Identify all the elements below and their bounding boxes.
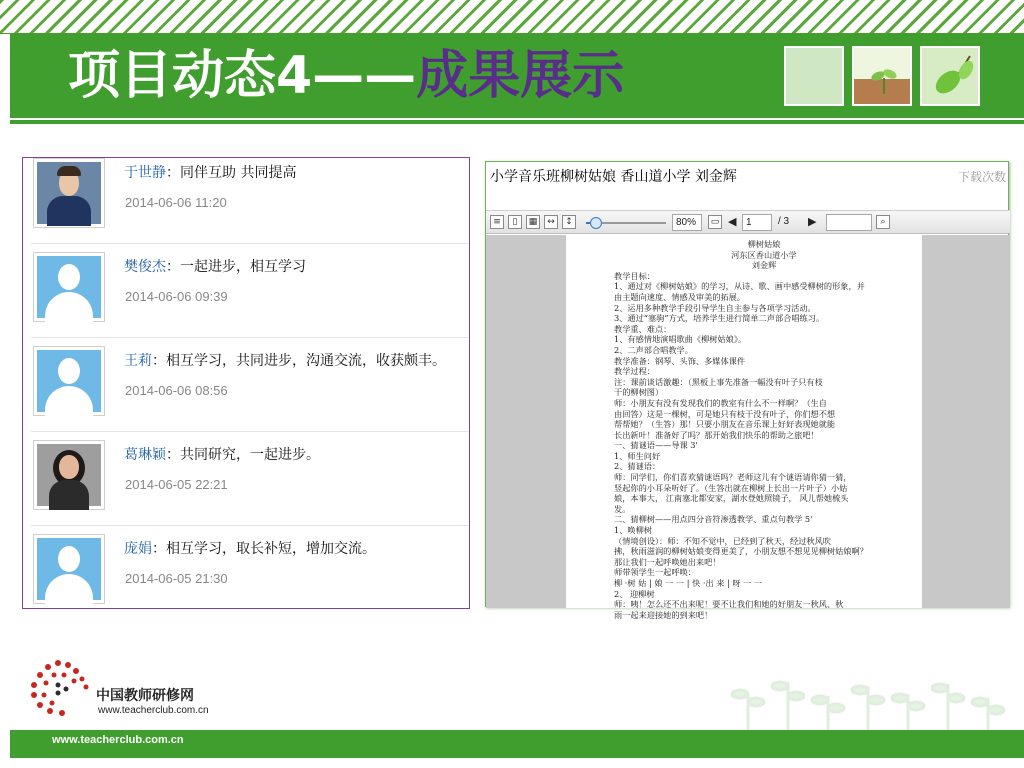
- comment-text: 王莉：相互学习，共同进步，沟通交流，收获颇丰。: [124, 353, 446, 369]
- fit-width-icon[interactable]: ↔: [544, 215, 558, 229]
- logo-url: www.teacherclub.com.cn: [98, 705, 209, 716]
- fullscreen-icon[interactable]: ▭: [708, 215, 722, 229]
- fit-height-icon[interactable]: ↕: [562, 215, 576, 229]
- document-title: 小学音乐班柳树姑娘 香山道小学 刘金辉: [490, 169, 737, 185]
- comment-date: 2014-06-06 08:56: [125, 383, 228, 398]
- document-line: 教学准备：钢琴、头饰、多媒体课件: [614, 355, 746, 366]
- document-line: 师：咦！怎么还不出来呢！要不让我们和她的好朋友一秋风、秋: [614, 599, 844, 610]
- logo-mark-icon: [24, 655, 94, 719]
- comment-date: 2014-06-06 09:39: [125, 289, 228, 304]
- document-heading: 柳树姑娘: [747, 239, 781, 249]
- comment-text: 庞娟：相互学习，取长补短，增加交流。: [124, 541, 376, 557]
- avatar[interactable]: [33, 346, 105, 416]
- comment-date: 2014-06-05 22:21: [125, 477, 228, 492]
- comment-date: 2014-06-05 21:30: [125, 571, 228, 586]
- plant-decoration: [728, 672, 1008, 734]
- comment-date: 2014-06-06 11:20: [125, 195, 227, 210]
- comment-author[interactable]: 樊俊杰: [124, 259, 166, 275]
- document-line: 发。: [614, 503, 631, 514]
- sprout-image: [852, 46, 912, 106]
- slide-title-part1: 项目动态4——: [68, 46, 417, 106]
- comment-text: 于世静：同伴互助 共同提高: [124, 165, 297, 181]
- search-input[interactable]: [826, 214, 872, 231]
- comment-item: [31, 252, 469, 338]
- document-line: 长出新叶！准备好了吗？那开始我们快乐的帮助之旅吧！: [614, 429, 819, 440]
- slide-title-part2: 成果展示: [416, 46, 625, 106]
- document-line: 二、猜柳树——用点四分音符渗透教学、重点句教学 5': [614, 514, 813, 525]
- avatar[interactable]: [33, 158, 105, 228]
- viewer-toolbar: [486, 210, 1010, 234]
- leaf-image: [920, 46, 980, 106]
- document-line: 1、唤柳树: [614, 525, 652, 536]
- document-line: 帮帮她？（生答）那！只要小朋友在音乐课上好好表现她就能: [614, 419, 836, 430]
- document-line: 师：同学们，你们喜欢猜谜语吗？老师这儿有个谜语请你猜一猜，: [614, 472, 852, 483]
- document-heading: 刘金辉: [751, 260, 777, 271]
- comment-author[interactable]: 葛琳颖: [124, 447, 166, 463]
- document-line: 拂，秋雨滋润的柳树姑娘变得更美了，小朋友想不想见见柳树姑娘啊？: [614, 546, 868, 557]
- document-line: 竖起你的小耳朵听好了。（生答出就在柳树上长出一片叶子）小姑: [614, 482, 848, 493]
- comment-list: [22, 157, 470, 609]
- single-page-icon[interactable]: ≡: [490, 215, 504, 229]
- document-heading: 河东区香山道小学: [731, 249, 797, 260]
- avatar[interactable]: [33, 440, 105, 510]
- document-line: 教学重、难点：: [614, 323, 672, 334]
- document-line: 2、运用多种教学手段引导学生自主参与各项学习活动。: [614, 302, 816, 313]
- document-line: 一、猜谜语——导课 3': [614, 440, 698, 451]
- slide-title: [68, 46, 624, 106]
- header-stripe: [0, 0, 1024, 34]
- document-line: 干的柳树图）: [614, 387, 664, 398]
- avatar[interactable]: [33, 252, 105, 322]
- comment-item: [31, 440, 469, 526]
- comment-item: [31, 534, 469, 620]
- document-line: 注：课前谈话激趣：（黑板上事先准备一幅没有叶子只有枝: [614, 376, 823, 387]
- comment-message: 同伴互助 共同提高: [180, 165, 297, 181]
- document-line: 2、二声部合唱教学。: [614, 344, 693, 355]
- comment-text: 葛琳颖：共同研究，一起进步。: [124, 447, 320, 463]
- document-line: 娘，本事大， 江南塞北都安家，湖水登她照镜子， 风儿帮她梳头: [614, 493, 849, 504]
- logo-name: 中国教师研修网: [96, 688, 194, 704]
- title-rule: [10, 120, 1024, 124]
- comment-message: 一起进步，相互学习: [180, 259, 306, 275]
- document-page: [566, 235, 922, 620]
- document-line: 由回答）这是一棵树，可是她只有枝干没有叶子，你们想不想: [614, 408, 836, 419]
- document-line: 那让我们一起呼唤她出来吧！: [614, 556, 721, 567]
- footer-url[interactable]: www.teacherclub.com.cn: [52, 734, 184, 746]
- document-line: 师带领学生一起呼唤：: [614, 567, 696, 578]
- teacherclub-logo[interactable]: [24, 655, 224, 719]
- document-line: 雨一起来迎接她的到来吧！: [614, 609, 713, 620]
- search-icon[interactable]: ⌕: [876, 215, 890, 229]
- prev-page-icon[interactable]: ◀: [728, 216, 737, 228]
- document-line: 1、师生问好: [614, 450, 661, 461]
- document-line: 2、猜谜语：: [614, 461, 661, 472]
- comment-author[interactable]: 于世静: [124, 165, 166, 181]
- zoom-slider-handle[interactable]: [590, 217, 602, 229]
- document-line: 2、 迎柳树: [614, 588, 655, 599]
- avatar[interactable]: [33, 534, 105, 604]
- comment-message: 相互学习，共同进步，沟通交流，收获颇丰。: [166, 353, 446, 369]
- comment-text: 樊俊杰：一起进步，相互学习: [124, 259, 306, 275]
- grid-view-icon[interactable]: ▦: [526, 215, 540, 229]
- download-count-link[interactable]: 下载次数: [957, 170, 1006, 184]
- document-line: 教学目标：: [614, 270, 655, 281]
- document-line: 由主题向速度、情感及审美的拓展。: [614, 291, 746, 302]
- document-line: 1、有感情地演唱歌曲《柳树姑娘》。: [614, 334, 747, 345]
- document-line: （情境创设）：师：不知不觉中，已经到了秋天，经过秋风吹: [614, 535, 831, 546]
- document-canvas[interactable]: [486, 235, 1010, 620]
- page-number-input[interactable]: 1: [742, 214, 772, 231]
- comment-item: [31, 346, 469, 432]
- comment-message: 共同研究，一起进步。: [180, 447, 320, 463]
- page-total: / 3: [778, 216, 790, 227]
- comment-author[interactable]: 庞娟: [124, 541, 152, 557]
- document-line: 柳 ·树 姑 | 娘 一 一 | 快 ·出 来 | 呀 一 一: [614, 578, 763, 588]
- comment-item: [31, 158, 469, 244]
- document-viewer: [485, 161, 1009, 620]
- comment-message: 相互学习，取长补短，增加交流。: [166, 541, 376, 557]
- document-line: 3、通过“塞驹”方式，培养学生进行简单二声部合唱练习。: [614, 313, 825, 324]
- comment-author[interactable]: 王莉: [124, 353, 152, 369]
- next-page-icon[interactable]: ▶: [808, 216, 817, 228]
- two-page-icon[interactable]: ▯: [508, 215, 522, 229]
- document-line: 教学过程：: [614, 366, 655, 377]
- document-line: 1、通过对《柳树姑娘》的学习，从诗、歌、画中感受柳树的形象，并: [614, 281, 865, 292]
- decor-thumb-plain: [784, 46, 844, 106]
- zoom-level-field[interactable]: 80%: [672, 214, 702, 231]
- document-line: 师：小朋友有没有发现我们的教室有什么不一样啊？（生自: [614, 397, 827, 408]
